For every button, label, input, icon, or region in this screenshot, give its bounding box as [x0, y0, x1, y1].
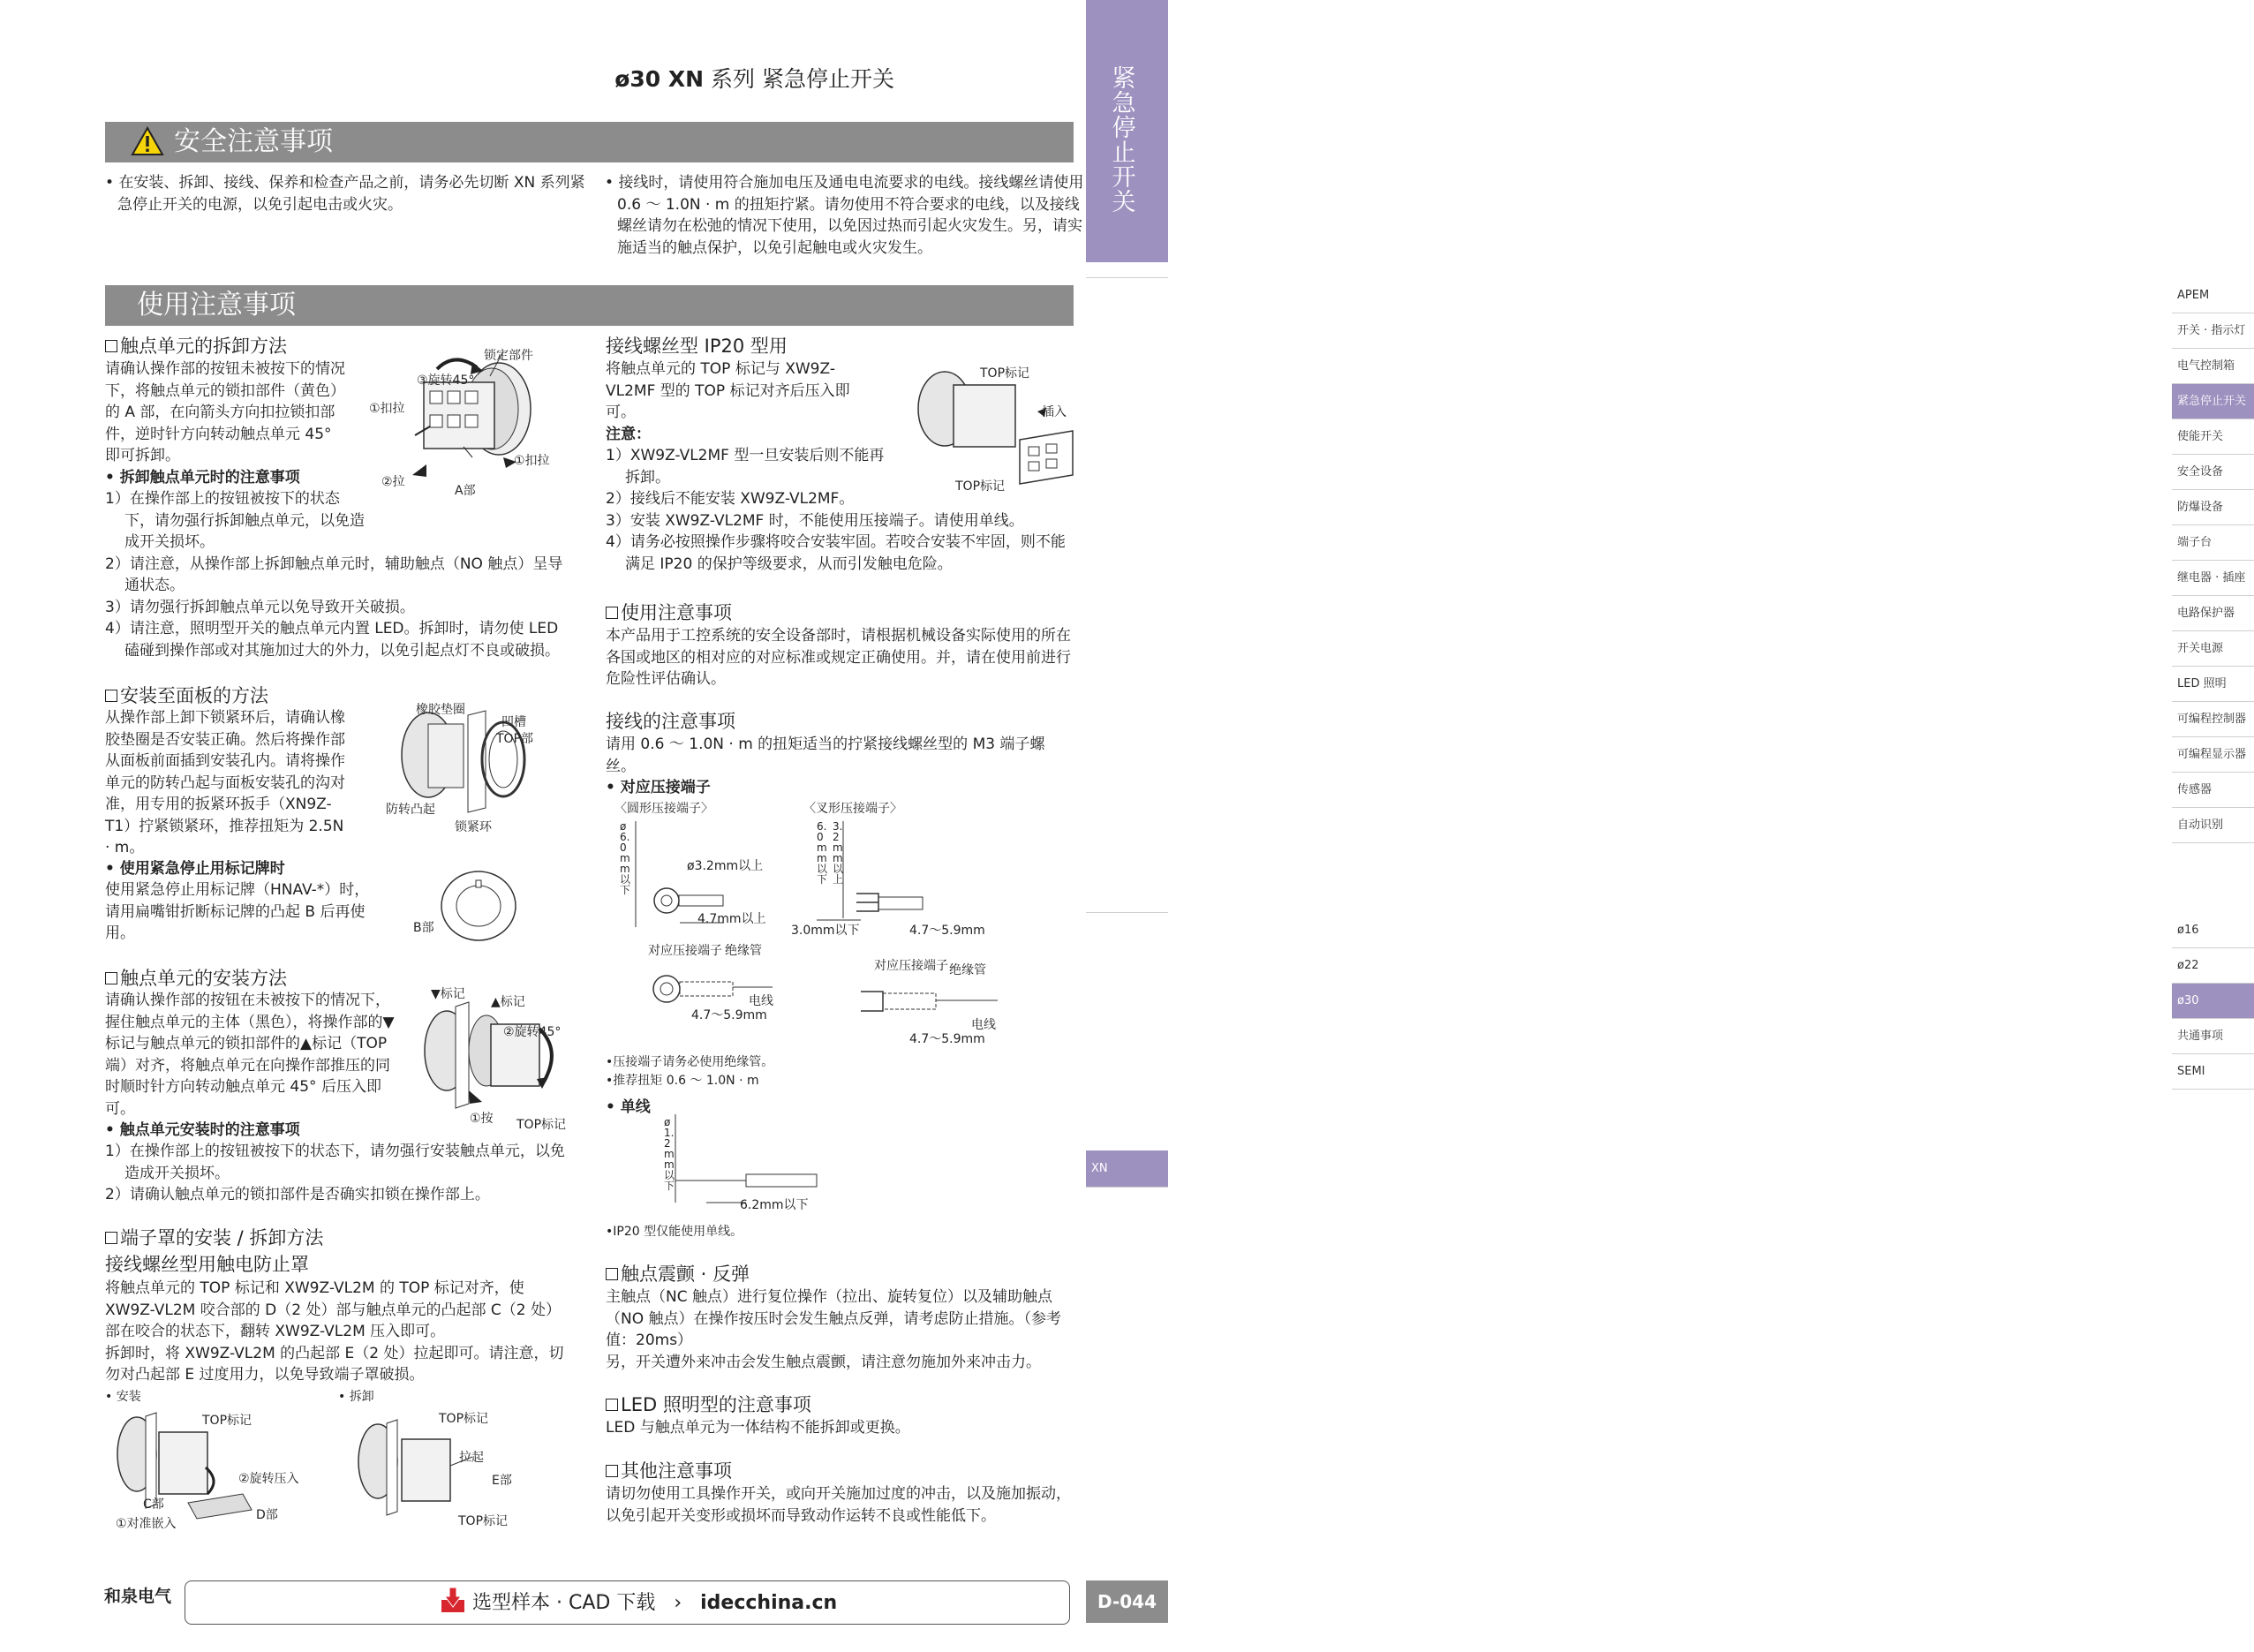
label-cover-top3: TOP标记: [458, 1514, 509, 1528]
led-body: LED 与触点单元为一体结构不能拆卸或更换。: [606, 1419, 910, 1437]
cover-remove-diagram: [353, 1413, 494, 1528]
label-rotate45: ②旋转45°: [503, 1025, 562, 1039]
usage-band: [105, 285, 1074, 326]
panel-sub: • 使用紧急停止用标记牌时: [105, 860, 285, 878]
remove-items: [105, 488, 564, 661]
remove-sub: • 拆卸触点单元时的注意事项: [105, 469, 300, 487]
sidebar-size-nav: [1086, 912, 2224, 1090]
ip20-item-1: 1）XW9Z-VL2MF 型一旦安装后则不能再拆卸。: [606, 447, 885, 487]
wiring-note1: •压接端子请务必使用绝缘管。: [606, 1055, 774, 1069]
remove-item-2: 2）请注意，从操作部上拆卸触点单元时，辅助触点（NO 触点）呈导通状态。: [105, 554, 563, 594]
label-partB: B部: [413, 921, 434, 935]
safety-band: [105, 122, 1074, 162]
label-groove: 凹槽: [501, 715, 526, 729]
use-title: 使用注意事项: [606, 599, 732, 625]
round-terminal-label: 〈圆形压接端子〉: [614, 802, 713, 816]
label-rotate: ③旋转45°: [417, 373, 475, 388]
safety-left: • 在安装、拆卸、接线、保养和检查产品之前，请务必先切断 XN 系列紧急停止开关的电源，以免引起电击或火灾。: [105, 174, 585, 214]
wiring-note3: •IP20 型仅能使用单线。: [606, 1225, 743, 1239]
wiring-body: 请用 0.6 ～ 1.0N · m 的扭矩适当的拧紧接线螺丝型的 M3 端子螺丝。: [606, 735, 1045, 775]
remove-item-3: 3）请勿强行拆卸触点单元以免导致开关破损。: [105, 598, 415, 616]
nav-phi22[interactable]: ø22: [2172, 948, 2254, 984]
label-ip20-top1: TOP标记: [980, 366, 1030, 381]
dim-s2: 6.2mm以下: [740, 1198, 809, 1212]
nav-phi30[interactable]: ø30: [2172, 984, 2254, 1019]
label-cover-rotate: ②旋转压入: [238, 1472, 299, 1486]
nameplate-diagram: [439, 870, 518, 942]
ip20-title: 接线螺丝型 IP20 型用: [606, 336, 788, 357]
wiring-sub: • 对应压接端子: [606, 779, 711, 796]
nav-control-box[interactable]: 电气控制箱: [2172, 349, 2254, 384]
label-top-part: TOP部: [496, 732, 534, 746]
nav-enable-switch[interactable]: 使能开关: [2172, 419, 2254, 455]
cover-body: [105, 1278, 573, 1386]
dim-d1: ø6.0mm以下: [620, 820, 631, 896]
nav-circuit-protector[interactable]: 电路保护器: [2172, 596, 2254, 631]
chatter-title: 触点震颤 · 反弹: [606, 1260, 750, 1286]
label-press: ①按: [470, 1112, 494, 1126]
cover-title: 端子罩的安装 / 拆卸方法: [105, 1224, 323, 1250]
dim-d7: 4.7～5.9mm: [909, 924, 985, 938]
nav-emergency-stop[interactable]: 紧急停止开关: [2172, 384, 2254, 419]
install-body: 请确认操作部的按钮在未被按下的情况下，握住触点单元的主体（黑色），将操作部的▼标记与触点单元的锁扣部件的▲标记（TOP 端）对齐，将触点单元在向操作部推压的同时顺时针方向转动触点单元 45° 后压入即可。: [105, 992, 395, 1118]
cover-body2: 拆卸时，将 XW9Z-VL2M 的凸起部 E（2 处）拉起即可。请注意，切勿对凸起部 E 过度用力，以免导致端子罩破损。: [105, 1344, 564, 1384]
label-lock-ring: 锁紧环: [455, 820, 492, 834]
nav-safety[interactable]: 安全设备: [2172, 455, 2254, 490]
other-body: 请切勿使用工具操作开关，或向开关施加过度的冲击，以及施加振动，以免引起开关变形或损坏而导致动作运转不良或性能低下。: [606, 1485, 1071, 1525]
label-t6: 绝缘管: [949, 963, 986, 977]
dim-s1: ø1.2mm以下: [664, 1116, 675, 1192]
label-cover-lift: 拉起: [459, 1451, 484, 1465]
dim-d3: 4.7mm以上: [697, 912, 766, 926]
label-pull1: ①扣拉: [369, 402, 405, 416]
wiring-single: • 单线: [606, 1098, 651, 1116]
sidebar-nav: [1086, 277, 2247, 843]
nav-switch-indicator[interactable]: 开关 · 指示灯: [2172, 313, 2254, 349]
nav-sensor[interactable]: 传感器: [2172, 773, 2254, 808]
ip20-note: 注意：: [606, 426, 651, 443]
footer-text[interactable]: 选型样本 · CAD 下载 › idecchina.cn: [472, 1592, 838, 1614]
label-ip20-insert: 插入: [1042, 405, 1067, 419]
label-cover-c: C部: [143, 1497, 164, 1512]
use-body: 本产品用于工控系统的安全设备部时，请根据机械设备实际使用的所在各国或地区的相对应的对应标准或规定正确使用。并，请在使用前进行危险性评估确认。: [606, 627, 1071, 688]
cover-body1: 将触点单元的 TOP 标记和 XW9Z-VL2M 的 TOP 标记对齐，使 XW9Z-VL2M 咬合部的 D（2 处）部与触点单元的凸起部 C（2 处）部在咬合的状态下，翻转 XW9Z-VL2M 压入即可。: [105, 1279, 561, 1340]
remove-title: 触点单元的拆卸方法: [105, 332, 287, 358]
nav-auto-id[interactable]: 自动识别: [2172, 808, 2254, 843]
label-gasket: 橡胶垫圈: [416, 703, 465, 717]
label-pull1b: ①扣拉: [514, 454, 550, 468]
label-antirot: 防转凸起: [386, 803, 435, 817]
sidebar-category: [1086, 0, 1168, 262]
remove-diagram: [358, 343, 578, 493]
label-down-mark: ▼标记: [431, 987, 465, 1001]
dim-d5: 3.2mm以上: [833, 820, 844, 886]
label-lock-part: 锁定部件: [484, 349, 533, 363]
page-title: ø30 XN 系列 紧急停止开关: [614, 66, 894, 92]
remove-item-1: 1）在操作部上的按钮被按下的状态下，请勿强行拆卸触点单元，以免造成开关损坏。: [105, 490, 365, 551]
nav-relay[interactable]: 继电器 · 插座: [2172, 561, 2254, 596]
dim-d2: ø3.2mm以上: [687, 859, 764, 873]
nav-terminal[interactable]: 端子台: [2172, 525, 2254, 561]
warning-icon: [132, 126, 163, 156]
other-title: 其他注意事项: [606, 1457, 732, 1483]
remove-item-4: 4）请注意，照明型开关的触点单元内置 LED。拆卸时，请勿使 LED 磕碰到操作部或对其施加过大的外力，以免引起点灯不良或破损。: [105, 620, 560, 660]
cover-install-label: • 安装: [105, 1390, 141, 1404]
ip20-item-2: 2）接线后不能安装 XW9Z-VL2MF。: [606, 490, 855, 508]
label-t1: 对应压接端子: [648, 944, 722, 958]
install-title: 触点单元的安装方法: [105, 964, 287, 991]
safety-right: • 接线时，请使用符合施加电压及通电电流要求的电线。接线螺丝请使用 0.6 ～ 1.0N · m 的扭矩拧紧。请勿使用不符合要求的电线，以及接线螺丝请勿在松弛的情况下使用，以免因过热而引起火灾发生。另，请实施适当的触点保护，以免引起触电或火灾发生。: [605, 174, 1084, 257]
label-t7: 电线: [971, 1018, 996, 1032]
page-number: D-044: [1086, 1580, 1168, 1623]
nav-apem[interactable]: APEM: [2172, 278, 2254, 313]
panel-body2: 使用紧急停止用标记牌（HNAV-*）时，请用扁嘴钳折断标记牌的凸起 B 后再使用。: [105, 881, 370, 942]
remove-body: 请确认操作部的按钮未被按下的情况下，将触点单元的锁扣部件（黄色）的 A 部，在向箭头方向扣拉锁扣部件，逆时针方向转动触点单元 45° 即可拆卸。: [105, 360, 345, 464]
chatter-body2: 另，开关遭外来冲击会发生触点震颤，请注意勿施加外来冲击力。: [606, 1353, 1041, 1371]
nav-power-supply[interactable]: 开关电源: [2172, 631, 2254, 667]
label-t8: 4.7～5.9mm: [909, 1032, 985, 1046]
usage-title: 使用注意事项: [137, 290, 296, 321]
wiring-note2: •推荐扭矩 0.6 ～ 1.0N · m: [606, 1074, 759, 1088]
install-items: [105, 1141, 569, 1206]
ip20-item-3: 3）安装 XW9Z-VL2MF 时，不能使用压接端子。请使用单线。: [606, 511, 1024, 530]
install-item-2: 2）请确认触点单元的锁扣部件是否确实扣锁在操作部上。: [105, 1186, 490, 1203]
dim-d4: 6.0mm以下: [817, 820, 828, 886]
nav-phi16[interactable]: ø16: [2172, 913, 2254, 948]
download-icon: [440, 1586, 466, 1614]
label-t5: 对应压接端子: [874, 959, 948, 973]
footer-logo: 和泉电气: [104, 1587, 172, 1606]
panel-body: 从操作部上卸下锁紧环后，请确认橡胶垫圈是否安装正确。然后将操作部从面板前面插到安装孔内。请将操作单元的防转凸起与面板安装孔的沟对准，用专用的扳紧环扳手（XN9Z-T1）拧紧锁紧环，推荐扭矩为 2.5N · m。: [105, 709, 345, 856]
fork-terminal-dim: [808, 821, 967, 936]
nav-common[interactable]: 共通事项: [2172, 1019, 2254, 1054]
label-t4: 4.7～5.9mm: [691, 1008, 767, 1022]
label-t2: 绝缘管: [725, 944, 762, 958]
label-ip20-top2: TOP标记: [955, 479, 1006, 494]
panel-title: 安装至面板的方法: [105, 682, 268, 708]
label-pull2: ②拉: [381, 475, 405, 489]
label-top-mark: TOP标记: [516, 1118, 567, 1132]
install-item-1: 1）在操作部上的按钮被按下的状态下，请勿强行安装触点单元，以免造成开关损坏。: [105, 1143, 565, 1182]
dim-d6: 3.0mm以下: [791, 924, 860, 938]
label-t3: 电线: [749, 994, 773, 1008]
safety-title: 安全注意事项: [174, 126, 333, 157]
ip20-item-4: 4）请务必按照操作步骤将咬合安装牢固。若咬合安装不牢固，则不能满足 IP20 的保护等级要求，从而引发触电危险。: [606, 533, 1066, 573]
led-title: LED 照明型的注意事项: [606, 1391, 811, 1417]
label-partA: A部: [455, 484, 476, 498]
cover-title2: 接线螺丝型用触电防止罩: [105, 1254, 309, 1275]
nav-led[interactable]: LED 照明: [2172, 667, 2254, 702]
chatter-body: [606, 1286, 1074, 1373]
chatter-body1: 主触点（NC 触点）进行复位操作（拉出、旋转复位）以及辅助触点（NO 触点）在操作按压时会发生触点反弹，请考虑防止措施。（参考值：20ms）: [606, 1288, 1062, 1349]
install-sub: • 触点单元安装时的注意事项: [105, 1121, 300, 1139]
ip20-body: 将触点单元的 TOP 标记与 XW9Z-VL2MF 型的 TOP 标记对齐后压入即可。: [606, 360, 850, 421]
install-diagram: [420, 998, 566, 1121]
label-up-mark: ▲标记: [491, 995, 525, 1009]
wiring-title: 接线的注意事项: [606, 711, 735, 732]
nav-plc[interactable]: 可编程控制器: [2172, 702, 2254, 737]
label-cover-top2: TOP标记: [439, 1412, 489, 1426]
nav-semi[interactable]: SEMI: [2172, 1054, 2254, 1090]
sidebar-vertical-title: 紧急停止开关: [1112, 65, 1136, 216]
nav-series-xn[interactable]: XN: [1086, 1150, 1168, 1188]
nav-explosion-proof[interactable]: 防爆设备: [2172, 490, 2254, 525]
fork-terminal-label: 〈叉形压接端子〉: [803, 802, 902, 816]
label-cover-d: D部: [256, 1508, 278, 1522]
nav-hmi[interactable]: 可编程显示器: [2172, 737, 2254, 773]
label-cover-align: ①对准嵌入: [116, 1517, 177, 1531]
cover-remove-label: • 拆卸: [338, 1390, 374, 1404]
label-cover-top1: TOP标记: [202, 1414, 253, 1428]
label-cover-e: E部: [492, 1474, 512, 1488]
